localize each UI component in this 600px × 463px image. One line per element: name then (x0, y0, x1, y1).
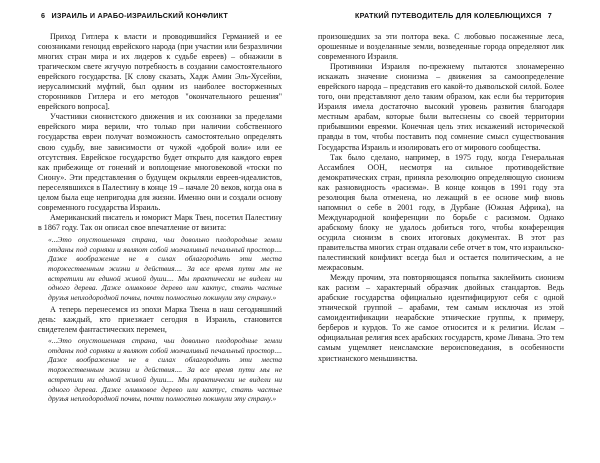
right-running-head (355, 11, 556, 20)
paragraph: Между прочим, эта повторяющаяся попытка заклеймить сионизм как расизм – характерный образчик двойных стандартов. Ведь арабские государства официально идентифицируют себя с одной этнической группой – арабами, тем самым исключая из этой самоидентификации неарабские этнические группы, к примеру, берберов и курдов. То же самое относится и к религии. Ислам – официальная религия всех арабских государств, кроме Ливана. Это тем самым ущемляет неисламские вероисповедания, в особенности христианского меньшинства. (318, 273, 564, 363)
right-text-column (318, 32, 564, 364)
right-running-head-title: КРАТКИЙ ПУТЕВОДИТЕЛЬ ДЛЯ КОЛЕБЛЮЩИХСЯ (354, 11, 542, 20)
paragraph: Участники сионистского движения и их союзники за пределами еврейского мира верили, что только при наличии собственного государства евреи получат возможность самостоятельно определять свою судьбу, вне зависимости от чужой «доброй воли» или ее отсутствия. Еврейское государство будет открыто для каждого еврея как прибежище от гонений и воплощение многовековой «тоски по Сиону». Эти представления о будущем окрыляли евреев-идеалистов, переселявшихся в Палестину в конце 19 – начале 20 веков, когда она в целом была еще непригодна для жизни. Именно они и создали основу современного государства Израиль. (38, 112, 282, 212)
paragraph: Так было сделано, например, в 1975 году, когда Генеральная Ассамблея ООН, несмотря на сильное противодействие демократических стран, приняла резолюцию определяющую сионизм как разновидность «расизма». В конце концов в 1991 году эта резолюция была отменена, но лежащий в ее основе миф вновь напомнил о себе в 2001 году, в Дурбане (Южная Африка), на Международной конференции по борьбе с расизмом. Однако арабскому блоку не удалось добиться того, чтобы конференция осудила сионизм в своих итоговых документах. В этот раз правительства многих стран отдавали себе отчет в том, что израильско-палестинский конфликт всегда был и остается политическим, а не межрасовым. (318, 152, 564, 273)
right-page-number: 7 (547, 11, 552, 20)
left-page-number: 6 (41, 11, 46, 20)
paragraph: Противники Израиля по-прежнему пытаются злонамеренно искажать значение сионизма – движения за самоопределение еврейского народа – представив его какой-то дьявольской силой. Более того, они представляют дело таким образом, как если бы территория Израиля имела достаточно высокий уровень развития благодаря местным арабам, которые были вытеснены со своей территории прибывшими евреями. Конечная цель этих искажений исторической правды в том, чтобы поставить под сомнение смысл существования Государства Израиль и изолировать его от мирового сообщества. (318, 62, 564, 152)
left-running-head (37, 11, 228, 20)
paragraph: А теперь перенесемся из эпохи Марка Твена в наш сегодняшний день: каждый, кто приезжает сегодня в Израиль, становится свидетелем фантастических перемен, (38, 304, 282, 334)
paragraph: Американский писатель и юморист Марк Твен, посетил Палестину в 1867 году. Так он описал свое впечатление от визита: (38, 212, 282, 232)
block-quote: «...Это опустошенная страна, чьи довольно плодородные земли отданы под сорняки и являют собой молчаливый печальный простор.... Даже воображение не в силах облагородить эти места торжественным жизни и действия.... За все время пути мы не встретили ни единой живой души.... Мы практически не видели ни одного дерева. Даже оливковое дерево или кактус, стать частые друзья неплодородной почвы, почти полностью покинули эту страну.» (48, 336, 282, 404)
paragraph: произошедших за эти полтора века. С любовью посаженные леса, орошенные и возделанные земли, возведенные города определяют лик современного Израиля. (318, 32, 564, 62)
left-running-head-title: ИЗРАИЛЬ И АРАБО-ИЗРАИЛЬСКИЙ КОНФЛИКТ (51, 11, 229, 20)
paragraph: Приход Гитлера к власти и проводившийся Германией и ее союзниками геноцид еврейского народа (при участии или безразличии многих стран мира и их лидеров к судьбе евреев) – обнажили в трагическом свете жгучую потребность в создании самостоятельного еврейского государства. [К слову сказать, Хадж Амин Эль-Хусейни, иерусалимский муфтий, был одним из наиболее восторженных сторонников Гитлера и его методов "окончательного решения" еврейского вопроса]. (38, 32, 282, 112)
left-text-column (38, 32, 282, 406)
block-quote: «...Это опустошенная страна, чьи довольно плодородные земли отданы под сорняки и являют собой молчаливый печальный простор.... Даже воображение не в силах облагородить эти места торжественным жизни и действия.... За все время пути мы не встретили ни единой живой души.... Мы практически не видели ни одного дерева. Даже оливковое дерево или кактус, стать частые друзья неплодородной почвы, почти полностью покинули эту страну.» (48, 234, 282, 303)
right-page (300, 0, 600, 463)
